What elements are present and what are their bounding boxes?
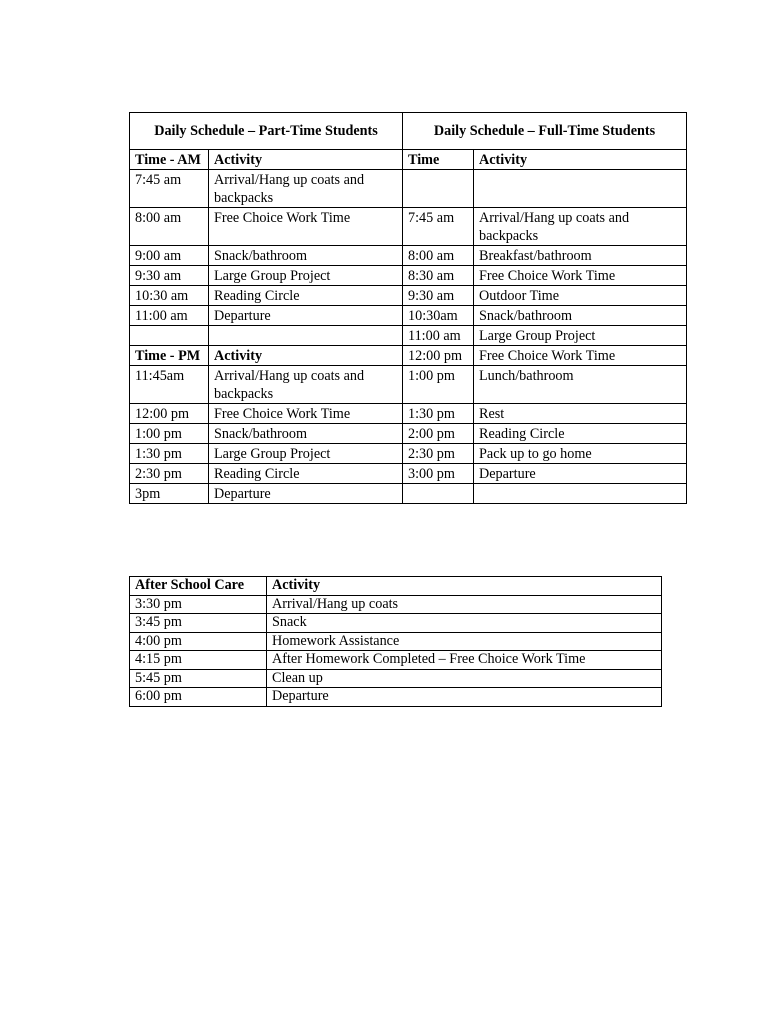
- part-time-time-cell: 9:00 am: [130, 246, 209, 266]
- full-time-activity-cell: Snack/bathroom: [474, 306, 687, 326]
- full-time-activity-cell: Free Choice Work Time: [474, 266, 687, 286]
- after-school-row: [130, 688, 662, 707]
- full-time-activity-cell: Activity: [474, 150, 687, 170]
- part-time-time-cell: 8:00 am: [130, 208, 209, 246]
- schedule-row: [130, 366, 687, 404]
- schedule-row: [130, 170, 687, 208]
- after-school-time-cell: 6:00 pm: [130, 688, 267, 707]
- part-time-time-cell: 1:30 pm: [130, 444, 209, 464]
- after-school-row: [130, 632, 662, 651]
- after-school-time-cell: 4:00 pm: [130, 632, 267, 651]
- part-time-activity-cell: Departure: [209, 484, 403, 504]
- schedule-row: [130, 444, 687, 464]
- full-time-activity-cell: Rest: [474, 404, 687, 424]
- part-time-activity-cell: [209, 326, 403, 346]
- full-time-activity-cell: Departure: [474, 464, 687, 484]
- part-time-activity-cell: Snack/bathroom: [209, 424, 403, 444]
- full-time-time-cell: 2:00 pm: [403, 424, 474, 444]
- full-time-activity-cell: Breakfast/bathroom: [474, 246, 687, 266]
- schedule-row: [130, 484, 687, 504]
- part-time-activity-cell: Free Choice Work Time: [209, 404, 403, 424]
- schedule-row: [130, 464, 687, 484]
- full-time-time-cell: [403, 170, 474, 208]
- part-time-time-cell: 11:00 am: [130, 306, 209, 326]
- after-school-row: [130, 595, 662, 614]
- schedule-row: [130, 208, 687, 246]
- full-time-activity-cell: Arrival/Hang up coats and backpacks: [474, 208, 687, 246]
- part-time-time-cell: [130, 326, 209, 346]
- part-time-time-cell: 2:30 pm: [130, 464, 209, 484]
- after-school-header-row: [130, 577, 662, 596]
- schedule-header-row: [130, 346, 687, 366]
- schedule-row: [130, 246, 687, 266]
- full-time-activity-cell: Pack up to go home: [474, 444, 687, 464]
- full-time-activity-cell: Reading Circle: [474, 424, 687, 444]
- part-time-title: Daily Schedule – Part-Time Students: [130, 113, 403, 150]
- after-school-time-cell: 5:45 pm: [130, 669, 267, 688]
- part-time-activity-cell: Snack/bathroom: [209, 246, 403, 266]
- part-time-activity-cell: Reading Circle: [209, 286, 403, 306]
- after-school-activity-cell: Snack: [267, 614, 662, 633]
- after-school-row: [130, 651, 662, 670]
- part-time-time-cell: Time - AM: [130, 150, 209, 170]
- full-time-activity-cell: [474, 170, 687, 208]
- full-time-time-cell: [403, 484, 474, 504]
- after-school-table: [129, 576, 662, 707]
- full-time-activity-cell: Free Choice Work Time: [474, 346, 687, 366]
- part-time-activity-cell: Reading Circle: [209, 464, 403, 484]
- full-time-time-cell: 7:45 am: [403, 208, 474, 246]
- part-time-time-cell: Time - PM: [130, 346, 209, 366]
- after-school-row: [130, 614, 662, 633]
- after-school-activity-cell: Homework Assistance: [267, 632, 662, 651]
- full-time-time-cell: 1:30 pm: [403, 404, 474, 424]
- full-time-time-cell: 1:00 pm: [403, 366, 474, 404]
- part-time-activity-cell: Arrival/Hang up coats and backpacks: [209, 170, 403, 208]
- part-time-activity-cell: Free Choice Work Time: [209, 208, 403, 246]
- full-time-time-cell: 11:00 am: [403, 326, 474, 346]
- part-time-activity-cell: Activity: [209, 150, 403, 170]
- after-school-activity-cell: Arrival/Hang up coats: [267, 595, 662, 614]
- full-time-time-cell: 10:30am: [403, 306, 474, 326]
- schedule-row: [130, 266, 687, 286]
- part-time-time-cell: 7:45 am: [130, 170, 209, 208]
- after-school-header-activity: Activity: [267, 577, 662, 596]
- schedule-header-row: [130, 150, 687, 170]
- part-time-time-cell: 9:30 am: [130, 266, 209, 286]
- part-time-activity-cell: Departure: [209, 306, 403, 326]
- after-school-time-cell: 3:30 pm: [130, 595, 267, 614]
- schedule-row: [130, 306, 687, 326]
- full-time-activity-cell: Lunch/bathroom: [474, 366, 687, 404]
- full-time-time-cell: 3:00 pm: [403, 464, 474, 484]
- after-school-time-cell: 3:45 pm: [130, 614, 267, 633]
- part-time-activity-cell: Activity: [209, 346, 403, 366]
- full-time-time-cell: 12:00 pm: [403, 346, 474, 366]
- daily-schedule-table: [129, 112, 687, 504]
- full-time-title: Daily Schedule – Full-Time Students: [403, 113, 687, 150]
- full-time-time-cell: 8:30 am: [403, 266, 474, 286]
- part-time-time-cell: 3pm: [130, 484, 209, 504]
- full-time-time-cell: 2:30 pm: [403, 444, 474, 464]
- title-row: [130, 113, 687, 150]
- full-time-time-cell: 8:00 am: [403, 246, 474, 266]
- full-time-time-cell: 9:30 am: [403, 286, 474, 306]
- after-school-activity-cell: Departure: [267, 688, 662, 707]
- schedule-row: [130, 326, 687, 346]
- full-time-activity-cell: Large Group Project: [474, 326, 687, 346]
- schedule-row: [130, 424, 687, 444]
- part-time-time-cell: 12:00 pm: [130, 404, 209, 424]
- full-time-time-cell: Time: [403, 150, 474, 170]
- part-time-activity-cell: Large Group Project: [209, 266, 403, 286]
- part-time-time-cell: 11:45am: [130, 366, 209, 404]
- after-school-activity-cell: Clean up: [267, 669, 662, 688]
- part-time-time-cell: 10:30 am: [130, 286, 209, 306]
- after-school-row: [130, 669, 662, 688]
- part-time-activity-cell: Arrival/Hang up coats and backpacks: [209, 366, 403, 404]
- part-time-time-cell: 1:00 pm: [130, 424, 209, 444]
- schedule-row: [130, 404, 687, 424]
- part-time-activity-cell: Large Group Project: [209, 444, 403, 464]
- full-time-activity-cell: [474, 484, 687, 504]
- schedule-row: [130, 286, 687, 306]
- after-school-time-cell: 4:15 pm: [130, 651, 267, 670]
- after-school-activity-cell: After Homework Completed – Free Choice Work Time: [267, 651, 662, 670]
- full-time-activity-cell: Outdoor Time: [474, 286, 687, 306]
- after-school-header-time: After School Care: [130, 577, 267, 596]
